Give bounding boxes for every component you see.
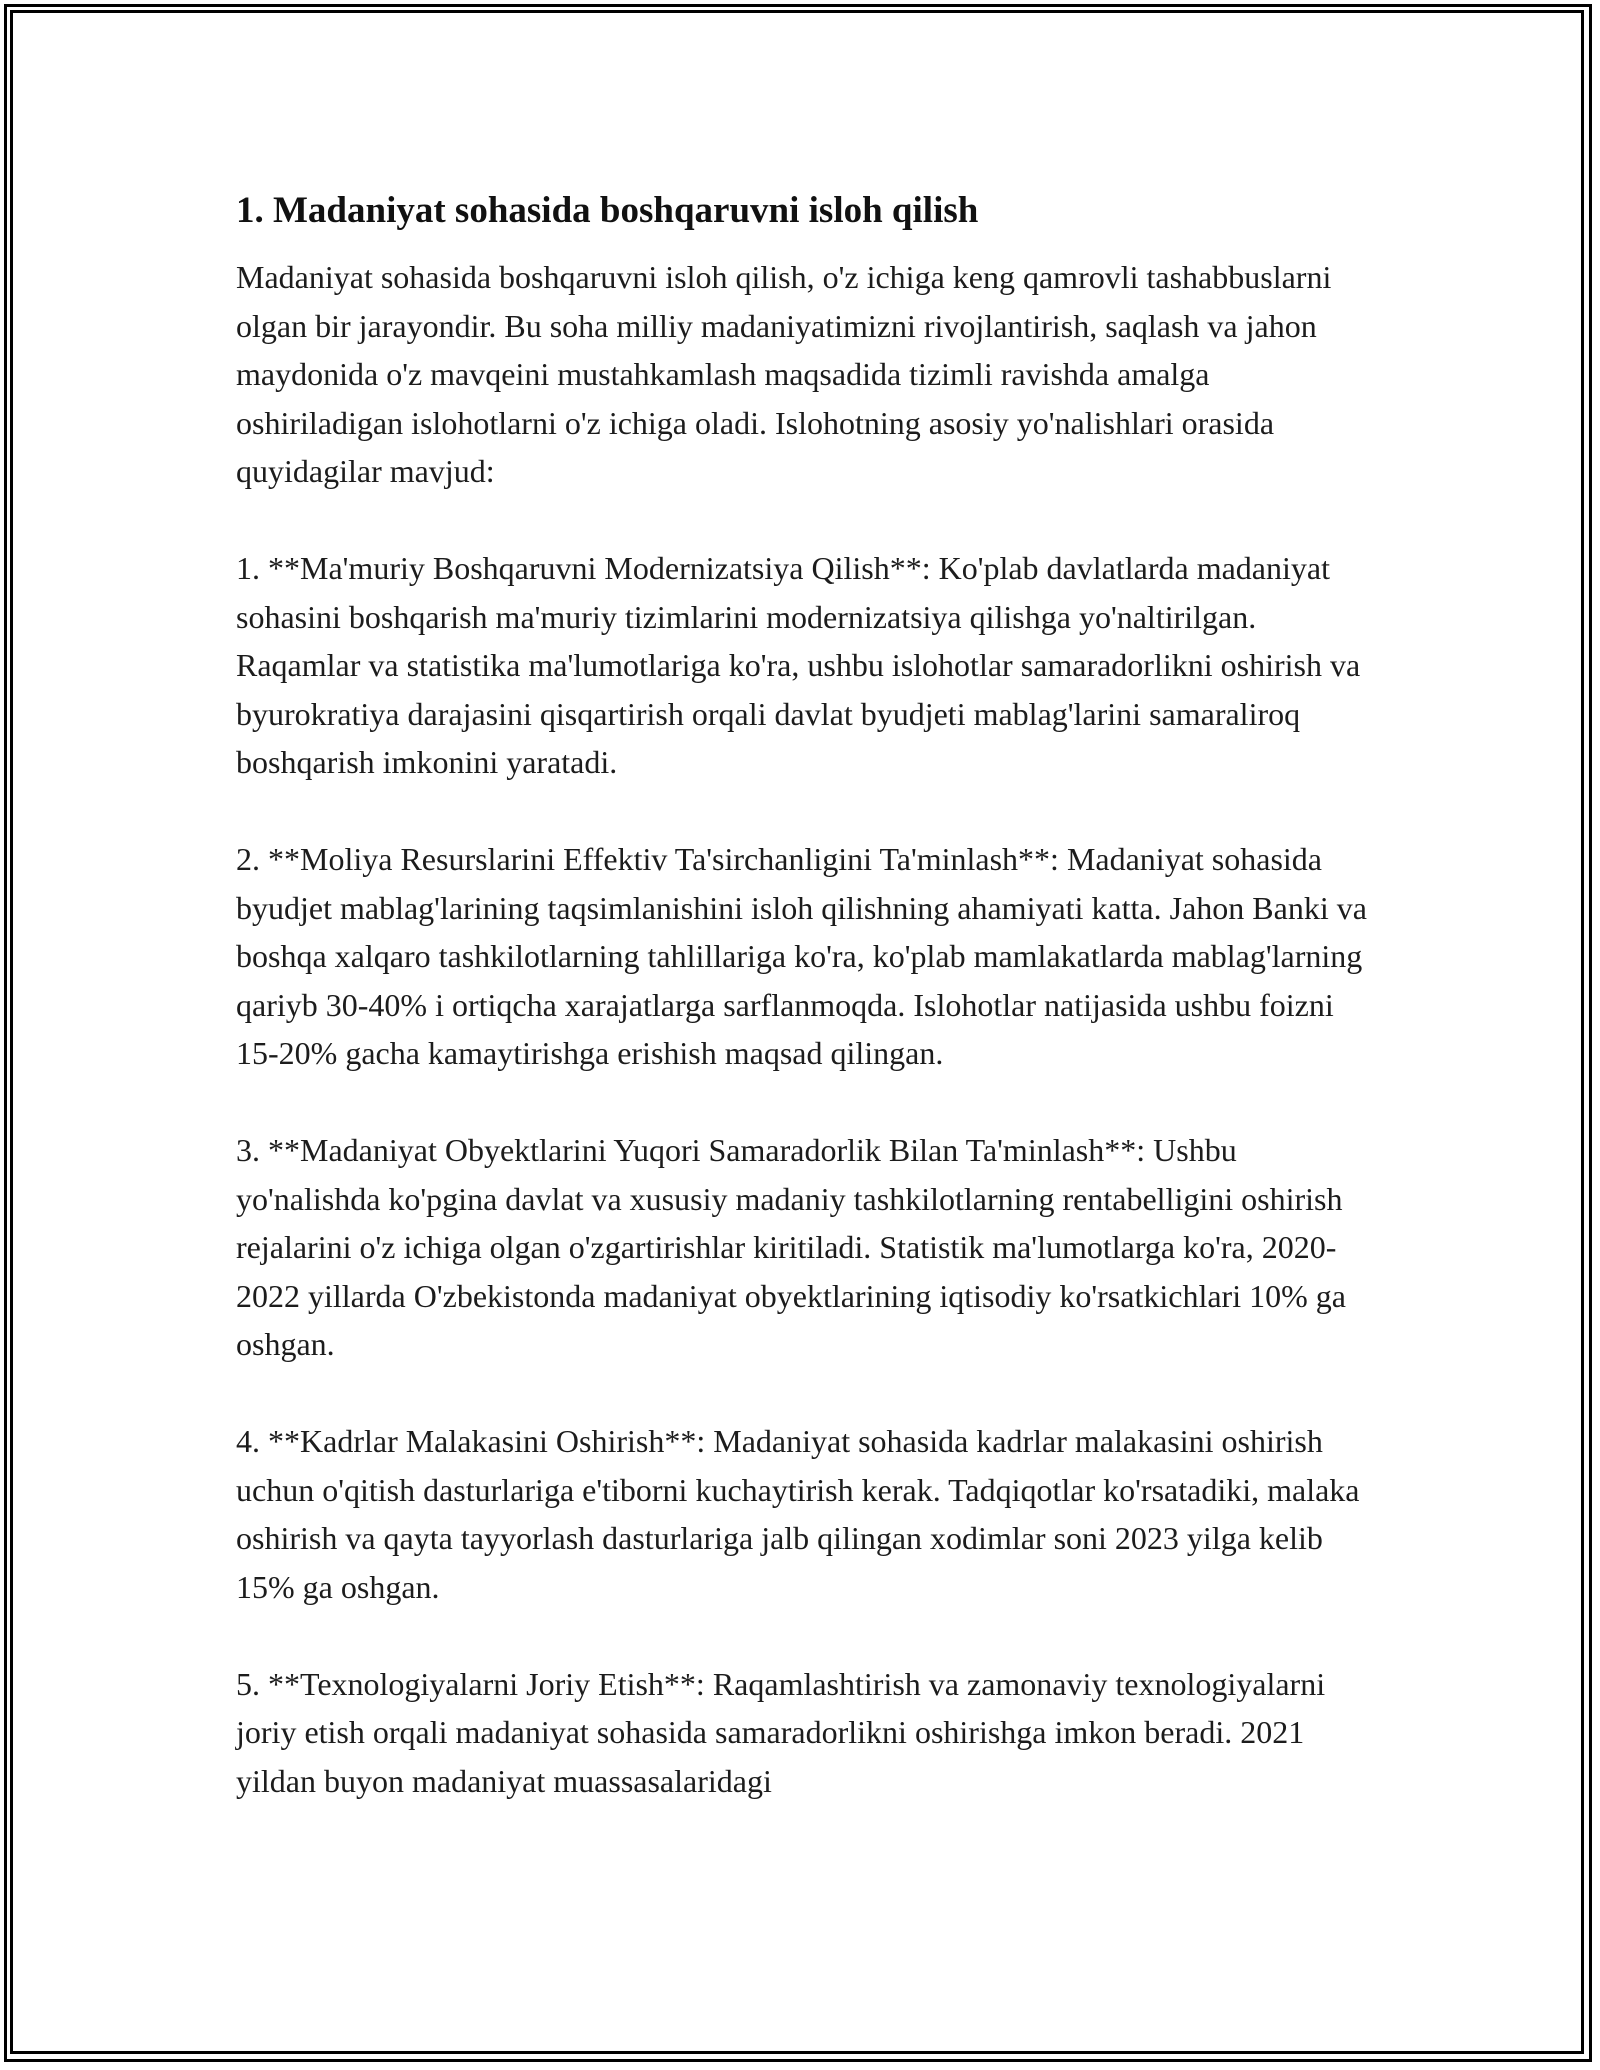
list-item-3: 3. **Madaniyat Obyektlarini Yuqori Samaradorlik Bilan Ta'minlash**: Ushbu yo'nalishda ko'pgina davlat va xususiy madaniy tashkilotlarning rentabelligini oshirish rejalarini o'z ichiga olgan o'zgartirishlar kiritiladi. Statistik ma'lumotlarga ko'ra, 2020-2022 yillarda O'zbekistonda madaniyat obyektlarining iqtisodiy ko'rsatkichlari 10% ga oshgan. <box>236 1132 1346 1362</box>
list-item-5: 5. **Texnologiyalarni Joriy Etish**: Raqamlashtirish va zamonaviy texnologiyalarni joriy etish orqali madaniyat sohasida samaradorlikni oshirishga imkon beradi. 2021 yildan buyon madaniyat muassasalaridagi <box>236 1665 1326 1799</box>
document-body <box>236 187 1376 1854</box>
list-item-1: 1. **Ma'muriy Boshqaruvni Modernizatsiya Qilish**: Ko'plab davlatlarda madaniyat sohasini boshqarish ma'muriy tizimlarini modernizatsiya qilishga yo'naltirilgan. Raqamlar va statistika ma'lumotlariga ko'ra, ushbu islohotlar samaradorlikni oshirish va byurokratiya darajasini qisqartirish orqali davlat byudjeti mablag'larini samaraliroq boshqarish imkonini yaratadi. <box>236 550 1361 780</box>
list-item-4: 4. **Kadrlar Malakasini Oshirish**: Madaniyat sohasida kadrlar malakasini oshirish uchun o'qitish dasturlariga e'tiborni kuchaytirish kerak. Tadqiqotlar ko'rsatadiki, malaka oshirish va qayta tayyorlash dasturlariga jalb qilingan xodimlar soni 2023 yilga kelib 15% ga oshgan. <box>236 1423 1360 1605</box>
intro-paragraph: Madaniyat sohasida boshqaruvni isloh qilish, o'z ichiga keng qamrovli tashabbuslarni olgan bir jarayondir. Bu soha milliy madaniyatimizni rivojlantirish, saqlash va jahon maydonida o'z mavqeini mustahkamlash maqsadida tizimli ravishda amalga oshiriladigan islohotlarni o'z ichiga oladi. Islohotning asosiy yo'nalishlari orasida quyidagilar mavjud: <box>236 259 1332 489</box>
section-heading: 1. Madaniyat sohasida boshqaruvni isloh qilish <box>236 190 979 231</box>
list-item-2: 2. **Moliya Resurslarini Effektiv Ta'sirchanligini Ta'minlash**: Madaniyat sohasida byudjet mablag'larining taqsimlanishini isloh qilishning ahamiyati katta. Jahon Banki va boshqa xalqaro tashkilotlarning tahlillariga ko'ra, ko'plab mamlakatlarda mablag'larning qariyb 30-40% i ortiqcha xarajatlarga sarflanmoqda. Islohotlar natijasida ushbu foizni 15-20% gacha kamaytirishga erishish maqsad qilingan. <box>236 841 1367 1071</box>
